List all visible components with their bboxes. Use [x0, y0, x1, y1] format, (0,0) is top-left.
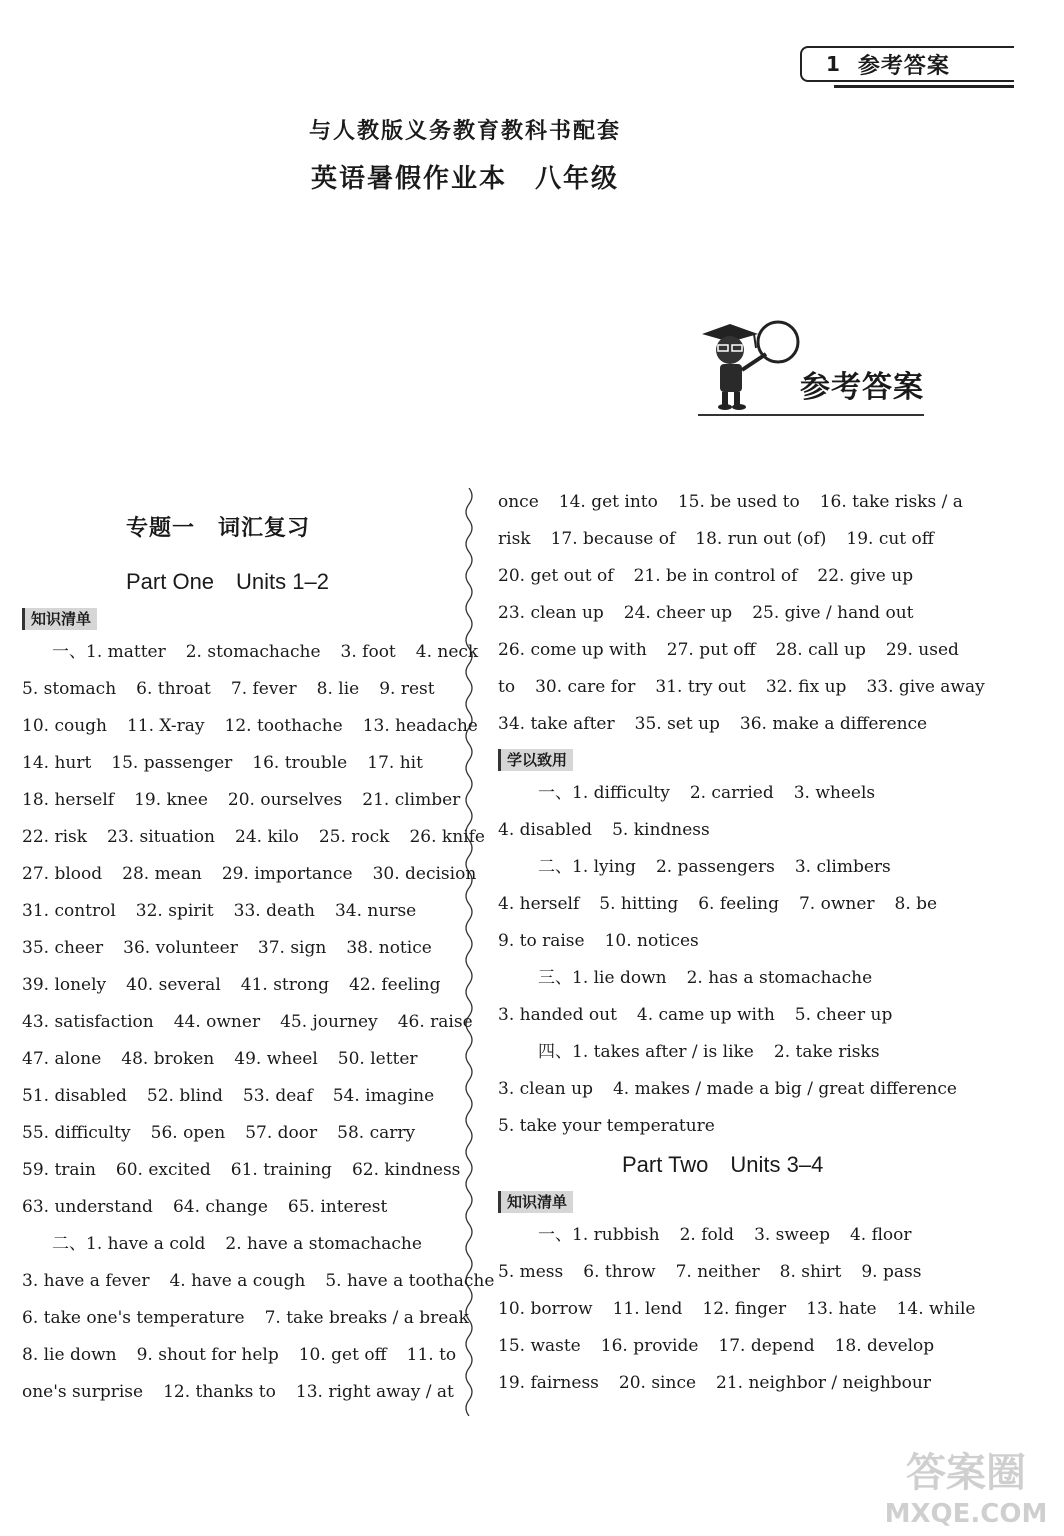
answer-item: 26. knife — [409, 827, 485, 847]
answer-item: 3. have a fever — [22, 1271, 150, 1291]
topic-heading: 专题一 词汇复习 — [126, 516, 311, 541]
answer-item: 10. notices — [604, 931, 699, 951]
right-column — [498, 484, 985, 1402]
answer-item: 6. take one's temperature — [22, 1308, 245, 1328]
header-label: 参考答案 — [857, 53, 950, 79]
answer-item: 2. carried — [689, 783, 774, 803]
answer-line — [498, 923, 938, 960]
answer-item: 24. cheer up — [623, 603, 733, 623]
answer-item: 31. control — [22, 901, 116, 921]
answer-item: 45. journey — [280, 1012, 378, 1032]
answer-item: 6. throw — [583, 1262, 656, 1282]
answer-line — [22, 708, 478, 745]
answer-banner-title: 参考答案 — [800, 370, 924, 405]
answer-line — [498, 1071, 957, 1108]
answer-item: 59. train — [22, 1160, 96, 1180]
answer-lines — [498, 1217, 976, 1402]
answer-item: 4. makes / made a big / great difference — [612, 1079, 957, 1099]
answer-item: 20. ourselves — [227, 790, 343, 810]
answer-item: 47. alone — [22, 1049, 102, 1069]
answer-line — [498, 484, 963, 521]
answer-item: 40. several — [126, 975, 221, 995]
answer-line — [22, 745, 462, 782]
answer-item: 3. handed out — [498, 1005, 617, 1025]
answer-item: 64. change — [172, 1197, 268, 1217]
answer-item: 四、1. takes after / is like — [538, 1042, 754, 1062]
answer-item: 46. raise — [397, 1012, 473, 1032]
answer-item: 17. hit — [367, 753, 423, 773]
answer-item: 60. excited — [115, 1160, 211, 1180]
answer-line — [498, 669, 985, 706]
answer-item: 2. passengers — [655, 857, 775, 877]
answer-item: 12. finger — [702, 1299, 787, 1319]
answer-line — [498, 1291, 976, 1328]
answer-item: 4. have a cough — [169, 1271, 306, 1291]
answer-line — [22, 893, 462, 930]
answer-line — [498, 521, 938, 558]
answer-item: risk — [498, 529, 531, 549]
answer-item: 5. cheer up — [794, 1005, 893, 1025]
answer-line — [498, 1034, 938, 1071]
section-tag: 知识清单 — [498, 1191, 573, 1213]
answer-item: 一、1. matter — [52, 642, 166, 662]
answer-line — [22, 856, 477, 893]
answer-item: 11. to — [406, 1345, 457, 1365]
answer-item: 28. mean — [122, 864, 202, 884]
answer-item: 4. floor — [849, 1225, 912, 1245]
answer-item: 9. pass — [861, 1262, 922, 1282]
answer-item: 4. neck — [415, 642, 479, 662]
answer-item: 3. foot — [340, 642, 396, 662]
answer-item: 38. notice — [346, 938, 432, 958]
answer-item: 30. decision — [372, 864, 477, 884]
answer-line — [498, 1328, 938, 1365]
answer-item: 18. herself — [22, 790, 115, 810]
answer-item: 5. have a toothache — [325, 1271, 495, 1291]
answer-item: 61. training — [230, 1160, 332, 1180]
answer-item: 16. take risks / a — [819, 492, 963, 512]
answer-item: 20. get out of — [498, 566, 614, 586]
answer-item: 54. imagine — [332, 1086, 435, 1106]
answer-item: 35. set up — [634, 714, 720, 734]
answer-item: 2. stomachache — [185, 642, 321, 662]
answer-item: 41. strong — [240, 975, 329, 995]
answer-item: 9. shout for help — [136, 1345, 279, 1365]
answer-item: 4. came up with — [636, 1005, 775, 1025]
answer-item: 6. throat — [136, 679, 211, 699]
answer-item: 6. feeling — [698, 894, 779, 914]
answer-line — [22, 819, 485, 856]
answer-item: 14. hurt — [22, 753, 92, 773]
answer-item: 7. fever — [230, 679, 297, 699]
answer-item: to — [498, 677, 516, 697]
answer-line — [22, 782, 462, 819]
answer-item: 30. care for — [535, 677, 636, 697]
answer-item: 33. give away — [866, 677, 985, 697]
answer-item: 3. climbers — [794, 857, 891, 877]
answer-item: 36. volunteer — [123, 938, 238, 958]
answer-line — [22, 1300, 469, 1337]
answer-item: 三、1. lie down — [538, 968, 667, 988]
answer-item: 22. give up — [817, 566, 914, 586]
answer-line — [498, 775, 938, 812]
answer-item: 5. stomach — [22, 679, 117, 699]
answer-item: 29. used — [885, 640, 959, 660]
answer-item: 10. cough — [22, 716, 107, 736]
mascot-graduate-icon — [696, 312, 806, 412]
left-column — [22, 506, 495, 1411]
answer-item: 7. take breaks / a break — [264, 1308, 469, 1328]
answer-item: 17. because of — [550, 529, 676, 549]
answer-item: 9. rest — [379, 679, 435, 699]
answer-item: 56. open — [150, 1123, 226, 1143]
answer-item: 50. letter — [337, 1049, 418, 1069]
answer-item: 58. carry — [337, 1123, 416, 1143]
answer-item: 15. be used to — [677, 492, 800, 512]
answer-line — [22, 1152, 462, 1189]
answer-item: 14. get into — [558, 492, 658, 512]
answer-lines — [498, 484, 985, 743]
section-tag: 学以致用 — [498, 749, 573, 771]
answer-item: 21. be in control of — [633, 566, 798, 586]
answer-item: 29. importance — [221, 864, 353, 884]
answer-line — [22, 1337, 462, 1374]
answer-line — [498, 1217, 938, 1254]
answer-item: 44. owner — [173, 1012, 261, 1032]
answer-item: 19. fairness — [498, 1373, 599, 1393]
answer-line — [498, 960, 938, 997]
answer-line — [22, 1115, 462, 1152]
answer-line — [22, 967, 462, 1004]
answer-line — [498, 706, 938, 743]
answer-line — [498, 595, 938, 632]
answer-item: 20. since — [618, 1373, 697, 1393]
answer-item: 51. disabled — [22, 1086, 127, 1106]
answer-lines — [498, 775, 957, 1145]
answer-line — [498, 632, 959, 669]
answer-item: 34. take after — [498, 714, 615, 734]
answer-item: 49. wheel — [234, 1049, 318, 1069]
answer-item: 18. run out (of) — [695, 529, 827, 549]
answer-item: 63. understand — [22, 1197, 153, 1217]
answer-item: 19. knee — [134, 790, 208, 810]
answer-item: 17. depend — [718, 1336, 815, 1356]
answer-item: 8. shirt — [779, 1262, 842, 1282]
answer-item: 52. blind — [146, 1086, 223, 1106]
answer-line — [22, 1004, 473, 1041]
answer-item: 32. fix up — [765, 677, 847, 697]
answer-line — [22, 1041, 462, 1078]
answer-item: 3. clean up — [498, 1079, 593, 1099]
answer-item: 35. cheer — [22, 938, 104, 958]
answer-item: 62. kindness — [351, 1160, 461, 1180]
book-title: 英语暑假作业本 八年级 — [310, 164, 619, 194]
part-heading: Part One Units 1–2 — [126, 569, 329, 594]
answer-item: once — [498, 492, 539, 512]
answer-line — [22, 1078, 462, 1115]
answer-item: 8. lie — [316, 679, 360, 699]
answer-item: 21. neighbor / neighbour — [716, 1373, 931, 1393]
answer-line — [498, 849, 938, 886]
page-header-tab — [800, 46, 1014, 82]
answer-item: 二、1. have a cold — [52, 1234, 206, 1254]
answer-item: 5. take your temperature — [498, 1116, 715, 1136]
answer-item: 2. take risks — [773, 1042, 880, 1062]
answer-item: 24. kilo — [235, 827, 299, 847]
part-heading: Part Two Units 3–4 — [622, 1152, 824, 1177]
answer-item: 32. spirit — [135, 901, 214, 921]
answer-item: 23. clean up — [498, 603, 604, 623]
answer-item: 13. headache — [362, 716, 478, 736]
answer-item: 19. cut off — [846, 529, 934, 549]
answer-item: 一、1. difficulty — [538, 783, 670, 803]
answer-item: 4. herself — [498, 894, 580, 914]
answer-line — [498, 886, 938, 923]
answer-item: 28. call up — [775, 640, 866, 660]
answer-item: 18. develop — [834, 1336, 935, 1356]
answer-item: 43. satisfaction — [22, 1012, 154, 1032]
answer-item: 8. lie down — [22, 1345, 117, 1365]
answer-item: 2. fold — [679, 1225, 735, 1245]
answer-item: 55. difficulty — [22, 1123, 131, 1143]
answer-item: 12. thanks to — [163, 1382, 276, 1402]
answer-item: 5. hitting — [599, 894, 679, 914]
answer-item: 25. rock — [318, 827, 390, 847]
answer-item: 27. put off — [666, 640, 756, 660]
answer-item: 25. give / hand out — [752, 603, 914, 623]
answer-item: 11. lend — [612, 1299, 683, 1319]
answer-item: 2. have a stomachache — [225, 1234, 422, 1254]
answer-item: 3. wheels — [793, 783, 876, 803]
answer-item: 4. disabled — [498, 820, 593, 840]
answer-item: 53. deaf — [242, 1086, 313, 1106]
site-watermark-logo — [876, 1440, 1056, 1532]
answer-item: 10. get off — [298, 1345, 387, 1365]
answer-line — [22, 671, 462, 708]
book-subtitle: 与人教版义务教育教科书配套 — [308, 119, 621, 144]
answer-line — [498, 558, 938, 595]
answer-item: 12. toothache — [224, 716, 343, 736]
answer-lines — [22, 634, 495, 1411]
answer-item: 16. trouble — [252, 753, 348, 773]
answer-line — [22, 1226, 462, 1263]
answer-line — [498, 1108, 938, 1145]
answer-item: 11. X-ray — [126, 716, 205, 736]
answer-item: 42. feeling — [348, 975, 441, 995]
answer-item: 一、1. rubbish — [538, 1225, 660, 1245]
svg-text:MXQE.COM: MXQE.COM — [884, 1499, 1048, 1529]
answer-line — [498, 812, 938, 849]
answer-item: 5. kindness — [612, 820, 710, 840]
answer-line — [498, 1365, 938, 1402]
answer-item: 3. sweep — [754, 1225, 830, 1245]
answer-item: 5. mess — [498, 1262, 564, 1282]
answer-item: 15. passenger — [111, 753, 233, 773]
answer-item: 37. sign — [257, 938, 327, 958]
answer-item: 57. door — [245, 1123, 318, 1143]
answer-line — [22, 1263, 495, 1300]
page-number: 1 — [826, 52, 840, 76]
answer-line — [498, 1254, 938, 1291]
answer-item: 7. neither — [675, 1262, 760, 1282]
svg-text:答案圈: 答案圈 — [906, 1450, 1026, 1496]
answer-line — [22, 1374, 462, 1411]
answer-item: 10. borrow — [498, 1299, 593, 1319]
answer-item: 65. interest — [287, 1197, 388, 1217]
answer-item: 二、1. lying — [538, 857, 636, 877]
answer-item: 39. lonely — [22, 975, 107, 995]
answer-item: 13. hate — [806, 1299, 877, 1319]
answer-line — [22, 634, 479, 671]
answer-item: 36. make a difference — [739, 714, 928, 734]
answer-item: 48. broken — [121, 1049, 215, 1069]
answer-item: 31. try out — [655, 677, 746, 697]
section-tag: 知识清单 — [22, 608, 97, 630]
answer-item: 8. be — [894, 894, 938, 914]
answer-line — [498, 997, 938, 1034]
answer-item: 16. provide — [600, 1336, 699, 1356]
answer-item: 34. nurse — [334, 901, 417, 921]
answer-item: 22. risk — [22, 827, 88, 847]
answer-item: 26. come up with — [498, 640, 647, 660]
answer-item: 2. has a stomachache — [686, 968, 873, 988]
banner-divider — [698, 414, 924, 416]
answer-line — [22, 1189, 462, 1226]
answer-line — [22, 930, 462, 967]
answer-item: one's surprise — [22, 1382, 144, 1402]
answer-item: 7. owner — [798, 894, 875, 914]
answer-item: 33. death — [233, 901, 315, 921]
answer-item: 21. climber — [362, 790, 461, 810]
answer-item: 9. to raise — [498, 931, 585, 951]
answer-item: 23. situation — [107, 827, 215, 847]
answer-item: 14. while — [896, 1299, 976, 1319]
answer-item: 27. blood — [22, 864, 103, 884]
answer-item: 13. right away / at — [295, 1382, 454, 1402]
answer-item: 15. waste — [498, 1336, 581, 1356]
